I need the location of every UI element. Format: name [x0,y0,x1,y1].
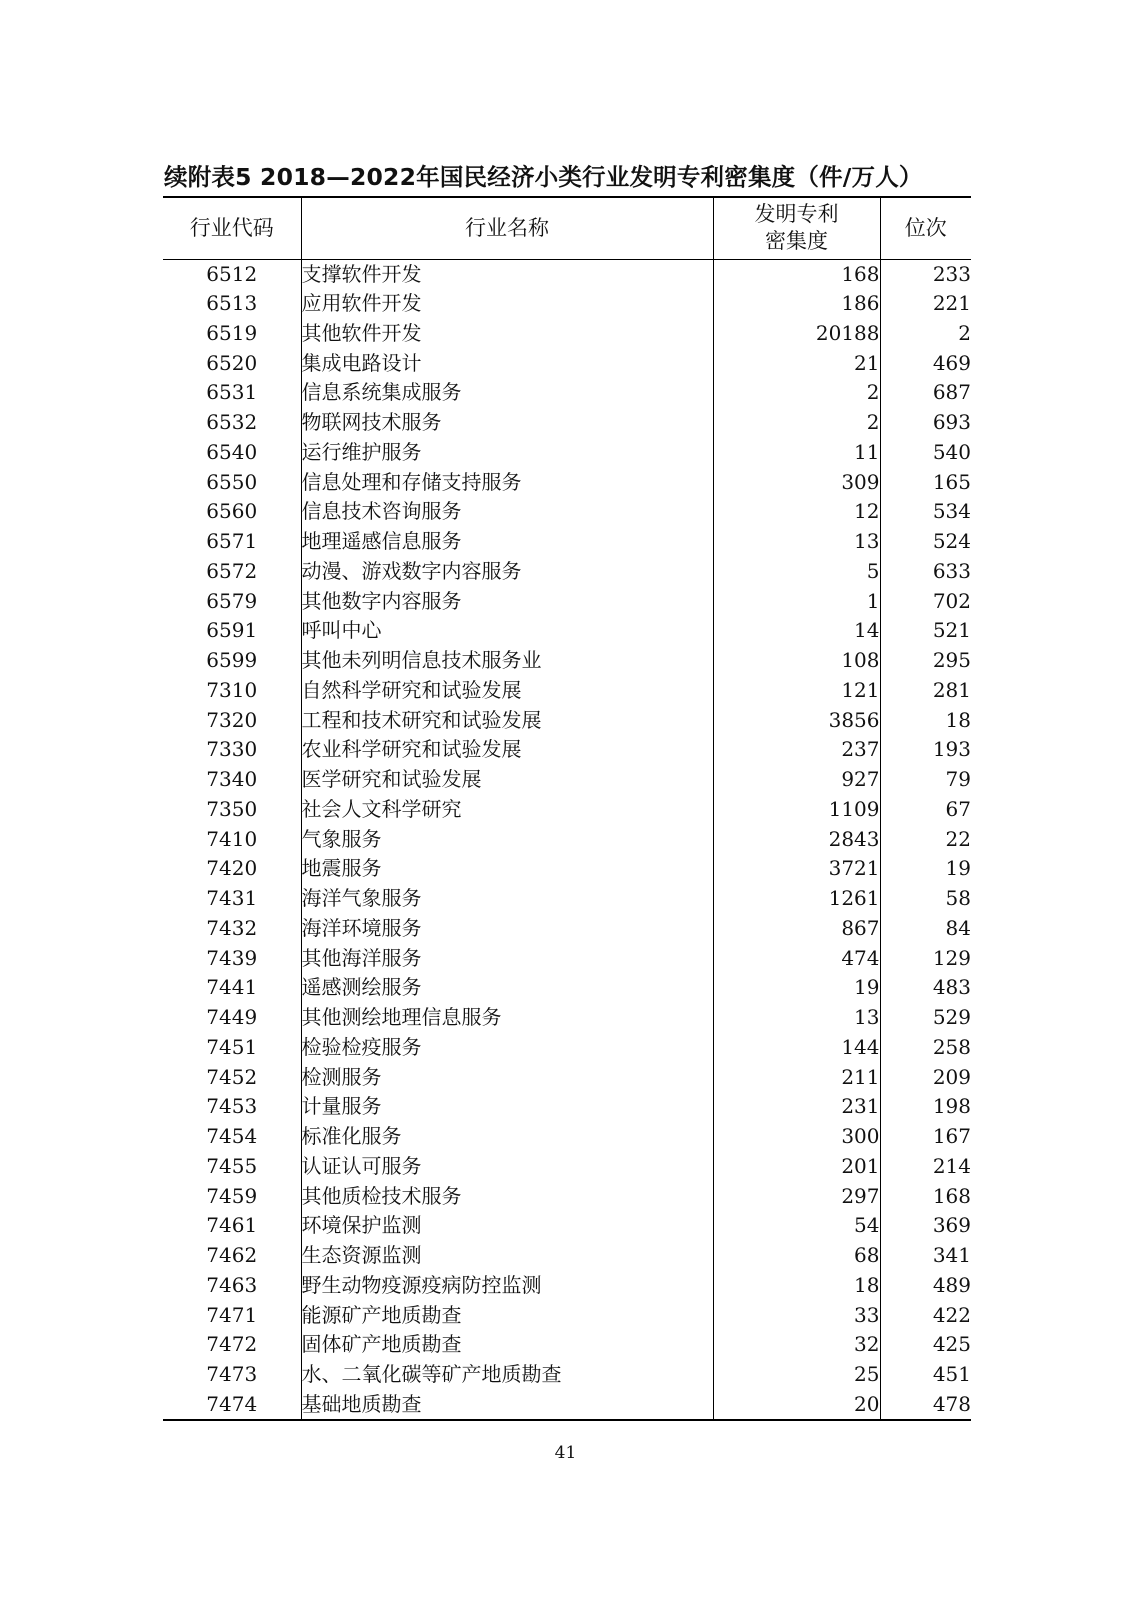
rank-cell: 221 [880,289,971,319]
rank-cell: 425 [880,1330,971,1360]
patent-density-cell: 20188 [713,319,880,349]
rank-cell: 687 [880,378,971,408]
table-row [163,408,971,438]
industry-code-cell: 6599 [206,648,258,673]
industry-code-cell: 6512 [206,261,258,286]
patent-density-cell: 121 [713,676,880,706]
table-row [163,259,971,289]
rank-cell: 521 [880,616,971,646]
header-patent-density [713,197,880,259]
patent-density-cell: 309 [713,467,880,497]
rank-cell: 214 [880,1152,971,1182]
patent-density-cell: 201 [713,1152,880,1182]
industry-code-cell: 7449 [206,1005,258,1030]
industry-code-cell: 6571 [206,529,258,554]
table-row [163,1062,971,1092]
table-row [163,795,971,825]
industry-code-cell: 7340 [206,767,258,792]
industry-name-cell: 信息系统集成服务 [301,378,713,408]
table-header-row [163,197,971,259]
patent-density-cell: 300 [713,1122,880,1152]
table-row [163,1152,971,1182]
table-row [163,676,971,706]
patent-density-cell: 927 [713,765,880,795]
patent-density-cell: 2 [713,378,880,408]
header-rank: 位次 [880,197,971,259]
patent-density-cell: 211 [713,1062,880,1092]
patent-density-cell: 1 [713,586,880,616]
industry-code-cell: 7459 [206,1183,258,1208]
industry-code-cell: 7455 [206,1153,258,1178]
industry-name-cell: 固体矿产地质勘查 [301,1330,713,1360]
industry-name-cell: 认证认可服务 [301,1152,713,1182]
industry-code-cell: 7320 [206,707,258,732]
industry-name-cell: 遥感测绘服务 [301,973,713,1003]
patent-density-cell: 2843 [713,824,880,854]
industry-name-cell: 气象服务 [301,824,713,854]
patent-density-cell: 33 [713,1300,880,1330]
rank-cell: 19 [880,854,971,884]
industry-name-cell: 水、二氧化碳等矿产地质勘查 [301,1360,713,1390]
industry-name-cell: 应用软件开发 [301,289,713,319]
table-row [163,467,971,497]
patent-density-cell: 168 [713,259,880,289]
industry-code-cell: 7410 [206,826,258,851]
rank-cell: 168 [880,1181,971,1211]
industry-name-cell: 动漫、游戏数字内容服务 [301,557,713,587]
patent-density-cell: 20 [713,1390,880,1420]
rank-cell: 58 [880,884,971,914]
rank-cell: 258 [880,1033,971,1063]
rank-cell: 281 [880,676,971,706]
rank-cell: 483 [880,973,971,1003]
table-row [163,1003,971,1033]
table-row [163,1211,971,1241]
industry-name-cell: 检测服务 [301,1062,713,1092]
rank-cell: 67 [880,795,971,825]
industry-name-cell: 地震服务 [301,854,713,884]
industry-code-cell: 6513 [206,291,258,316]
industry-code-cell: 6532 [206,410,258,435]
patent-density-cell: 1109 [713,795,880,825]
patent-density-cell: 18 [713,1271,880,1301]
industry-code-cell: 6550 [206,469,258,494]
rank-cell: 451 [880,1360,971,1390]
table-body [163,259,971,1420]
industry-name-cell: 工程和技术研究和试验发展 [301,705,713,735]
patent-density-cell: 2 [713,408,880,438]
rank-cell: 193 [880,735,971,765]
industry-code-cell: 7462 [206,1243,258,1268]
table-row [163,735,971,765]
patent-density-cell: 19 [713,973,880,1003]
page-number: 41 [554,1443,577,1463]
table-row [163,854,971,884]
header-patent-density-line2: 密集度 [765,229,828,254]
industry-code-cell: 7310 [206,677,258,702]
rank-cell: 489 [880,1271,971,1301]
patent-density-cell: 13 [713,527,880,557]
rank-cell: 524 [880,527,971,557]
table-row [163,1241,971,1271]
industry-code-cell: 6531 [206,380,258,405]
industry-code-cell: 7473 [206,1362,258,1387]
industry-name-cell: 计量服务 [301,1092,713,1122]
patent-density-cell: 13 [713,1003,880,1033]
industry-code-cell: 7420 [206,856,258,881]
patent-density-cell: 108 [713,646,880,676]
industry-name-cell: 支撑软件开发 [301,259,713,289]
rank-cell: 295 [880,646,971,676]
rank-cell: 209 [880,1062,971,1092]
patent-density-cell: 11 [713,438,880,468]
rank-cell: 422 [880,1300,971,1330]
rank-cell: 469 [880,348,971,378]
rank-cell: 198 [880,1092,971,1122]
industry-code-cell: 6579 [206,588,258,613]
table-row [163,586,971,616]
rank-cell: 233 [880,259,971,289]
patent-density-cell: 237 [713,735,880,765]
table-row [163,438,971,468]
industry-name-cell: 野生动物疫源疫病防控监测 [301,1271,713,1301]
rank-cell: 2 [880,319,971,349]
industry-code-cell: 7451 [206,1034,258,1059]
industry-name-cell: 其他未列明信息技术服务业 [301,646,713,676]
table-row [163,348,971,378]
industry-code-cell: 6519 [206,320,258,345]
industry-name-cell: 标准化服务 [301,1122,713,1152]
industry-name-cell: 海洋环境服务 [301,914,713,944]
industry-code-cell: 7452 [206,1064,258,1089]
rank-cell: 369 [880,1211,971,1241]
table-row [163,914,971,944]
industry-code-cell: 7472 [206,1332,258,1357]
table-row [163,943,971,973]
table-row [163,824,971,854]
rank-cell: 540 [880,438,971,468]
table-row [163,884,971,914]
table-row [163,973,971,1003]
industry-name-cell: 社会人文科学研究 [301,795,713,825]
header-patent-density-line1: 发明专利 [754,202,839,227]
industry-code-cell: 6591 [206,618,258,643]
industry-name-cell: 呼叫中心 [301,616,713,646]
industry-code-cell: 7453 [206,1094,258,1119]
industry-code-cell: 7471 [206,1302,258,1327]
table-row [163,616,971,646]
patent-density-cell: 867 [713,914,880,944]
patent-density-cell: 474 [713,943,880,973]
industry-code-cell: 6572 [206,558,258,583]
industry-code-cell: 7474 [163,1390,301,1420]
industry-name-cell: 农业科学研究和试验发展 [301,735,713,765]
industry-code-cell: 7441 [206,975,258,1000]
industry-name-cell: 检验检疫服务 [301,1033,713,1063]
patent-density-cell: 25 [713,1360,880,1390]
rank-cell: 633 [880,557,971,587]
rank-cell: 478 [880,1390,971,1420]
patent-density-cell: 186 [713,289,880,319]
industry-code-cell: 6560 [206,499,258,524]
table-row [163,289,971,319]
industry-name-cell: 信息技术咨询服务 [301,497,713,527]
rank-cell: 167 [880,1122,971,1152]
industry-name-cell: 基础地质勘查 [301,1390,713,1420]
table-row [163,527,971,557]
industry-name-cell: 其他数字内容服务 [301,586,713,616]
table-row [163,1390,971,1420]
industry-code-cell: 7439 [206,945,258,970]
rank-cell: 129 [880,943,971,973]
industry-code-cell: 7330 [206,737,258,762]
patent-density-cell: 54 [713,1211,880,1241]
rank-cell: 529 [880,1003,971,1033]
table-row [163,557,971,587]
industry-name-cell: 生态资源监测 [301,1241,713,1271]
table-title: 续附表5 2018—2022年国民经济小类行业发明专利密集度（件/万人） [164,163,923,191]
table-row [163,765,971,795]
industry-code-cell: 7463 [206,1272,258,1297]
patent-density-cell: 12 [713,497,880,527]
industry-name-cell: 医学研究和试验发展 [301,765,713,795]
patent-density-cell: 21 [713,348,880,378]
industry-name-cell: 其他软件开发 [301,319,713,349]
industry-name-cell: 其他测绘地理信息服务 [301,1003,713,1033]
rank-cell: 22 [880,824,971,854]
rank-cell: 534 [880,497,971,527]
table-row [163,1271,971,1301]
rank-cell: 79 [880,765,971,795]
patent-density-table [163,196,971,1421]
industry-name-cell: 物联网技术服务 [301,408,713,438]
table-row [163,1181,971,1211]
table-row [163,705,971,735]
industry-name-cell: 其他海洋服务 [301,943,713,973]
patent-density-cell: 3721 [713,854,880,884]
table-row [163,1300,971,1330]
patent-density-cell: 1261 [713,884,880,914]
rank-cell: 18 [880,705,971,735]
patent-density-cell: 144 [713,1033,880,1063]
table-row [163,1122,971,1152]
header-industry-code: 行业代码 [163,197,301,259]
patent-density-cell: 68 [713,1241,880,1271]
industry-code-cell: 7461 [206,1213,258,1238]
industry-code-cell: 7431 [206,886,258,911]
patent-density-cell: 5 [713,557,880,587]
header-industry-name: 行业名称 [301,197,713,259]
industry-name-cell: 地理遥感信息服务 [301,527,713,557]
industry-name-cell: 环境保护监测 [301,1211,713,1241]
table-row [163,319,971,349]
patent-density-cell: 297 [713,1181,880,1211]
table-row [163,378,971,408]
industry-name-cell: 运行维护服务 [301,438,713,468]
rank-cell: 693 [880,408,971,438]
table-row [163,1033,971,1063]
industry-name-cell: 自然科学研究和试验发展 [301,676,713,706]
industry-name-cell: 其他质检技术服务 [301,1181,713,1211]
industry-name-cell: 集成电路设计 [301,348,713,378]
rank-cell: 341 [880,1241,971,1271]
industry-code-cell: 7432 [206,915,258,940]
table-row [163,646,971,676]
table-row [163,1092,971,1122]
rank-cell: 165 [880,467,971,497]
patent-density-cell: 3856 [713,705,880,735]
patent-density-cell: 231 [713,1092,880,1122]
industry-code-cell: 6520 [206,350,258,375]
table-row [163,1360,971,1390]
rank-cell: 702 [880,586,971,616]
industry-code-cell: 6540 [206,439,258,464]
table-row [163,1330,971,1360]
industry-code-cell: 7350 [206,796,258,821]
industry-name-cell: 信息处理和存储支持服务 [301,467,713,497]
rank-cell: 84 [880,914,971,944]
industry-name-cell: 能源矿产地质勘查 [301,1300,713,1330]
patent-density-cell: 32 [713,1330,880,1360]
patent-density-cell: 14 [713,616,880,646]
table-row [163,497,971,527]
industry-code-cell: 7454 [206,1124,258,1149]
industry-name-cell: 海洋气象服务 [301,884,713,914]
